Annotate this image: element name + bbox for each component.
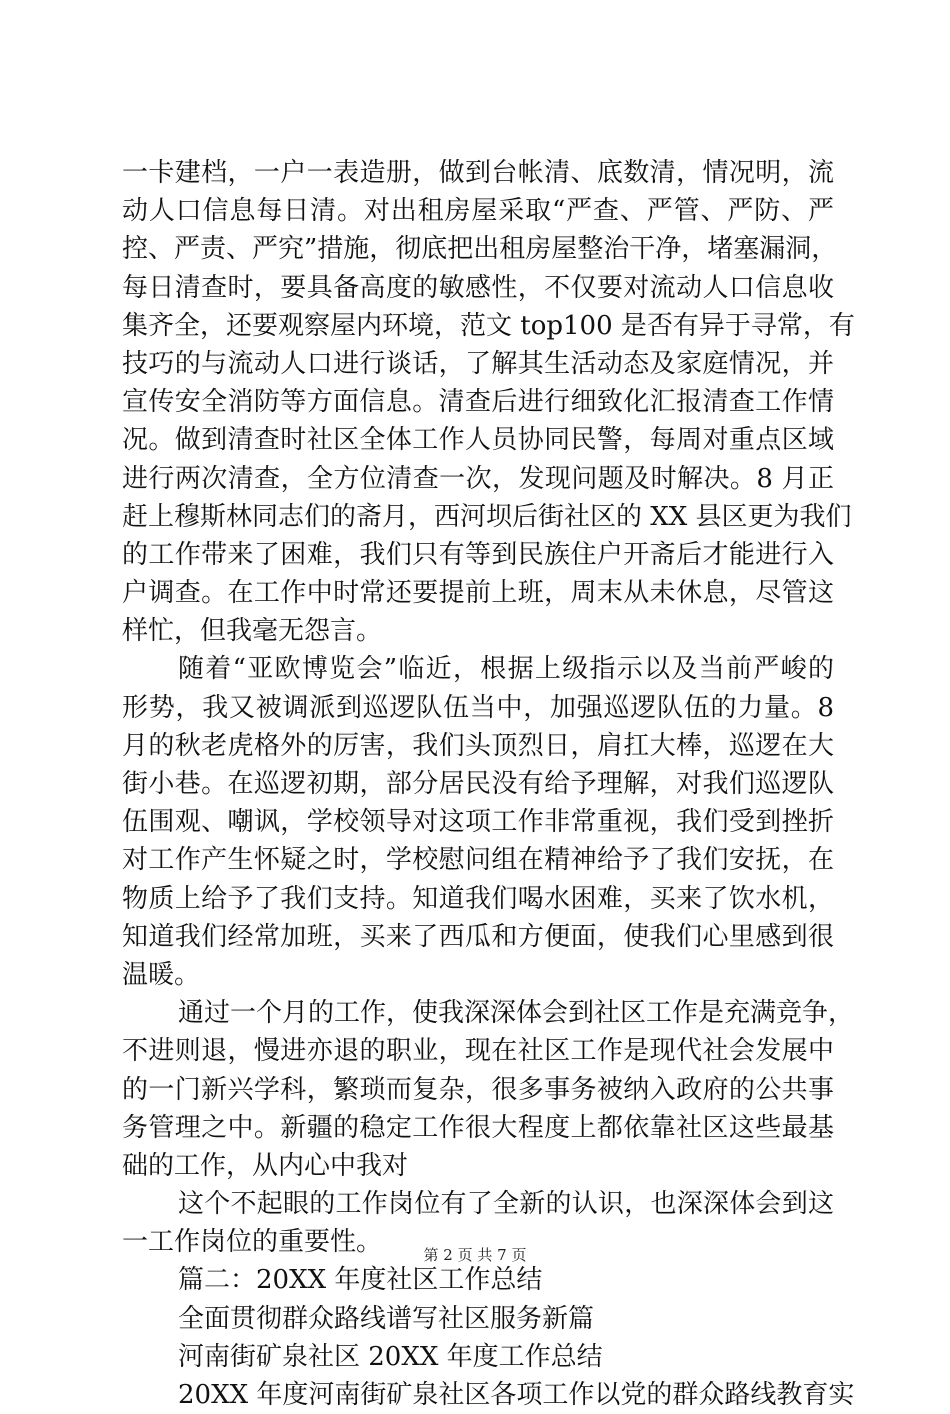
- paragraph-line: 温暖。: [122, 959, 201, 990]
- paragraph-line: 一卡建档，一户一表造册，做到台帐清、底数清，情况明，流: [122, 158, 834, 188]
- paragraph-line: 月的秋老虎格外的厉害，我们头顶烈日，肩扛大棒，巡逻在大: [122, 730, 834, 761]
- paragraph-line: 动人口信息每日清。对出租房屋采取“严查、严管、严防、严: [122, 196, 834, 227]
- paragraph-line: 技巧的与流动人口进行谈话，了解其生活动态及家庭情况，并: [122, 348, 834, 379]
- paragraph-line: 随着“亚欧博览会”临近，根据上级指示以及当前严峻的: [178, 654, 834, 685]
- section-subheading: 全面贯彻群众路线谱写社区服务新篇: [178, 1303, 595, 1334]
- paragraph-line: 控、严责、严究”措施，彻底把出租房屋整治干净，堵塞漏洞，: [122, 234, 838, 265]
- paragraph-line: 街小巷。在巡逻初期，部分居民没有给予理解，对我们巡逻队: [122, 769, 834, 799]
- paragraph-line: 赶上穆斯林同志们的斋月，西河坝后街社区的 XX 县区更为我们: [122, 501, 852, 532]
- document-body: [122, 154, 855, 1414]
- paragraph-line: 伍围观、嘲讽，学校领导对这项工作非常重视，我们受到挫折: [122, 807, 834, 838]
- paragraph-line: 的一门新兴学科，繁琐而复杂，很多事务被纳入政府的公共事: [122, 1074, 834, 1105]
- paragraph-line: 础的工作，从内心中我对: [122, 1150, 409, 1181]
- section-heading: 篇二：20XX 年度社区工作总结: [178, 1265, 543, 1296]
- page-footer: 第 2 页 共 7 页: [423, 1246, 527, 1264]
- paragraph-line: 宣传安全消防等方面信息。清查后进行细致化汇报清查工作情: [122, 387, 834, 418]
- paragraph-line: 样忙，但我毫无怨言。: [122, 616, 383, 647]
- paragraph-line: 通过一个月的工作，使我深深体会到社区工作是充满竞争，: [178, 998, 855, 1029]
- paragraph-line: 20XX 年度河南街矿泉社区各项工作以党的群众路线教育实: [178, 1380, 855, 1410]
- paragraph-line: 户调查。在工作中时常还要提前上班，周末从未休息，尽管这: [122, 578, 834, 609]
- section-subheading: 河南街矿泉社区 20XX 年度工作总结: [178, 1341, 603, 1372]
- paragraph-line: 形势，我又被调派到巡逻队伍当中，加强巡逻队伍的力量。8: [122, 692, 834, 723]
- paragraph-line: 知道我们经常加班，买来了西瓜和方便面，使我们心里感到很: [122, 921, 834, 952]
- paragraph-line: 务管理之中。新疆的稳定工作很大程度上都依靠社区这些最基: [122, 1112, 834, 1143]
- paragraph-line: 这个不起眼的工作岗位有了全新的认识，也深深体会到这: [178, 1189, 834, 1220]
- paragraph-line: 对工作产生怀疑之时，学校慰问组在精神给予了我们安抚，在: [122, 845, 834, 876]
- paragraph-line: 况。做到清查时社区全体工作人员协同民警，每周对重点区域: [122, 425, 834, 456]
- paragraph-line: 的工作带来了困难，我们只有等到民族住户开斋后才能进行入: [122, 539, 834, 570]
- paragraph-line: 物质上给予了我们支持。知道我们喝水困难，买来了饮水机，: [122, 883, 834, 914]
- paragraph-line: 不进则退，慢进亦退的职业，现在社区工作是现代社会发展中: [122, 1036, 834, 1067]
- paragraph-line: 每日清查时，要具备高度的敏感性，不仅要对流动人口信息收: [122, 272, 834, 303]
- paragraph-line: 一工作岗位的重要性。: [122, 1227, 383, 1258]
- paragraph-line: 集齐全，还要观察屋内环境，范文 top100 是否有异于寻常，有: [122, 310, 855, 341]
- paragraph-line: 进行两次清查，全方位清查一次，发现问题及时解决。8 月正: [122, 463, 834, 494]
